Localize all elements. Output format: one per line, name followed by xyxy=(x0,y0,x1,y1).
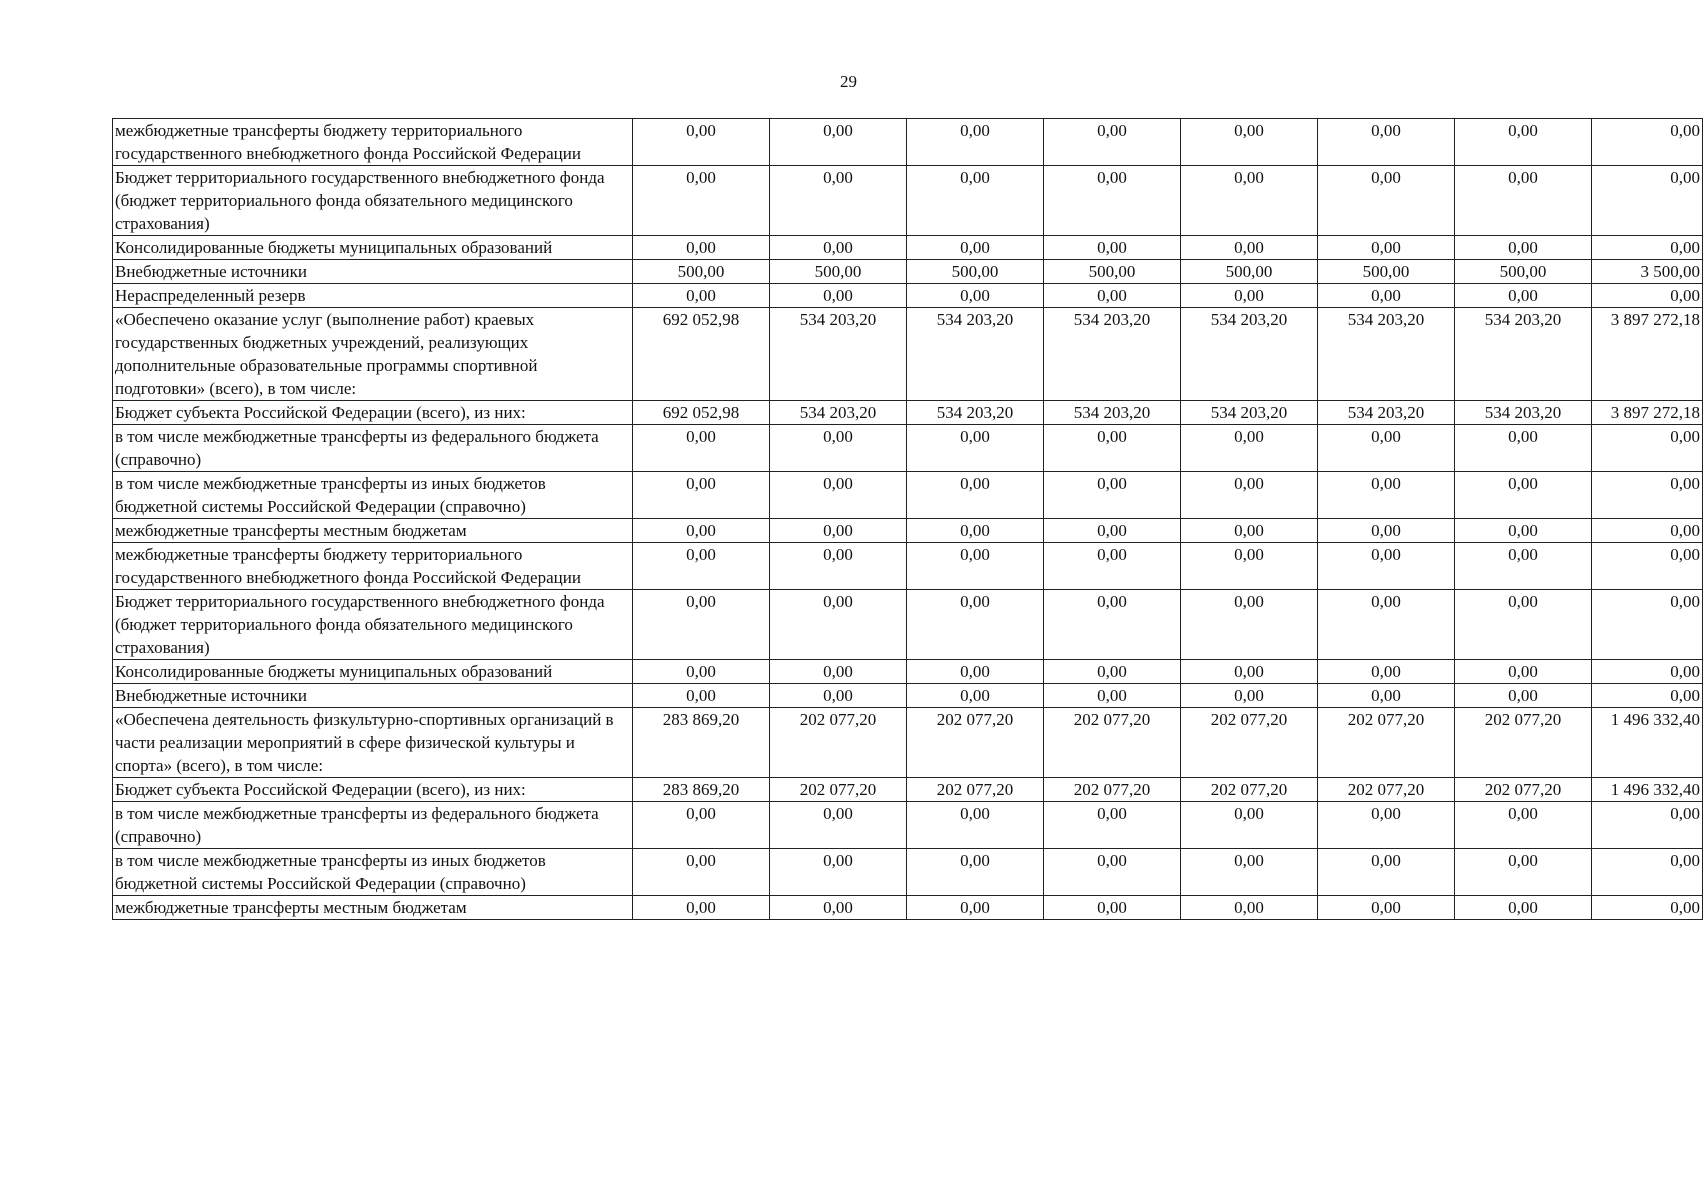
total-cell: 0,00 xyxy=(1592,590,1703,660)
table-row xyxy=(113,166,1703,236)
table-row xyxy=(113,236,1703,260)
table-row xyxy=(113,849,1703,896)
table-row xyxy=(113,684,1703,708)
value-cell: 0,00 xyxy=(1181,896,1318,920)
total-cell: 0,00 xyxy=(1592,119,1703,166)
value-cell: 0,00 xyxy=(1318,849,1455,896)
value-cell: 0,00 xyxy=(1181,660,1318,684)
value-cell: 0,00 xyxy=(1318,896,1455,920)
value-cell: 0,00 xyxy=(1044,660,1181,684)
value-cell: 0,00 xyxy=(907,543,1044,590)
value-cell: 283 869,20 xyxy=(633,708,770,778)
value-cell: 0,00 xyxy=(770,519,907,543)
value-cell: 0,00 xyxy=(1044,590,1181,660)
value-cell: 0,00 xyxy=(1318,519,1455,543)
value-cell: 0,00 xyxy=(907,284,1044,308)
value-cell: 534 203,20 xyxy=(907,401,1044,425)
value-cell: 0,00 xyxy=(1318,236,1455,260)
value-cell: 0,00 xyxy=(1181,849,1318,896)
value-cell: 0,00 xyxy=(1318,590,1455,660)
total-cell: 0,00 xyxy=(1592,543,1703,590)
value-cell: 0,00 xyxy=(907,425,1044,472)
value-cell: 0,00 xyxy=(1044,236,1181,260)
value-cell: 0,00 xyxy=(1455,849,1592,896)
row-label: Внебюджетные источники xyxy=(113,260,633,284)
row-label: в том числе межбюджетные трансферты из иных бюджетов бюджетной системы Российской Федерации (справочно) xyxy=(113,472,633,519)
value-cell: 202 077,20 xyxy=(907,708,1044,778)
budget-table xyxy=(112,118,1703,920)
value-cell: 0,00 xyxy=(1181,425,1318,472)
value-cell: 283 869,20 xyxy=(633,778,770,802)
value-cell: 0,00 xyxy=(907,119,1044,166)
value-cell: 534 203,20 xyxy=(1318,308,1455,401)
total-cell: 0,00 xyxy=(1592,519,1703,543)
value-cell: 0,00 xyxy=(1318,284,1455,308)
table-row xyxy=(113,802,1703,849)
value-cell: 534 203,20 xyxy=(1044,308,1181,401)
value-cell: 0,00 xyxy=(1455,166,1592,236)
row-label: Бюджет субъекта Российской Федерации (всего), из них: xyxy=(113,778,633,802)
value-cell: 0,00 xyxy=(1181,166,1318,236)
value-cell: 202 077,20 xyxy=(1044,778,1181,802)
row-label: Консолидированные бюджеты муниципальных образований xyxy=(113,236,633,260)
row-label: межбюджетные трансферты местным бюджетам xyxy=(113,519,633,543)
value-cell: 0,00 xyxy=(770,802,907,849)
value-cell: 0,00 xyxy=(633,519,770,543)
value-cell: 500,00 xyxy=(907,260,1044,284)
value-cell: 500,00 xyxy=(1181,260,1318,284)
value-cell: 0,00 xyxy=(633,849,770,896)
value-cell: 202 077,20 xyxy=(1318,778,1455,802)
value-cell: 534 203,20 xyxy=(1455,401,1592,425)
total-cell: 0,00 xyxy=(1592,166,1703,236)
value-cell: 202 077,20 xyxy=(1181,708,1318,778)
value-cell: 0,00 xyxy=(1455,802,1592,849)
value-cell: 0,00 xyxy=(907,660,1044,684)
value-cell: 202 077,20 xyxy=(1318,708,1455,778)
value-cell: 0,00 xyxy=(1181,236,1318,260)
value-cell: 202 077,20 xyxy=(1455,778,1592,802)
value-cell: 0,00 xyxy=(1455,236,1592,260)
value-cell: 0,00 xyxy=(1181,802,1318,849)
value-cell: 0,00 xyxy=(1181,543,1318,590)
row-label: межбюджетные трансферты бюджету территориального государственного внебюджетного фонда Российской Федерации xyxy=(113,543,633,590)
value-cell: 0,00 xyxy=(1181,119,1318,166)
value-cell: 202 077,20 xyxy=(770,778,907,802)
value-cell: 0,00 xyxy=(1318,425,1455,472)
table-row xyxy=(113,119,1703,166)
value-cell: 0,00 xyxy=(633,425,770,472)
value-cell: 692 052,98 xyxy=(633,308,770,401)
value-cell: 0,00 xyxy=(1044,119,1181,166)
total-cell: 0,00 xyxy=(1592,472,1703,519)
row-label: Нераспределенный резерв xyxy=(113,284,633,308)
value-cell: 0,00 xyxy=(1455,472,1592,519)
value-cell: 0,00 xyxy=(1044,166,1181,236)
value-cell: 0,00 xyxy=(770,543,907,590)
total-cell: 0,00 xyxy=(1592,284,1703,308)
value-cell: 0,00 xyxy=(907,684,1044,708)
total-cell: 0,00 xyxy=(1592,236,1703,260)
table-row xyxy=(113,543,1703,590)
value-cell: 0,00 xyxy=(1181,519,1318,543)
value-cell: 0,00 xyxy=(633,802,770,849)
value-cell: 0,00 xyxy=(770,284,907,308)
budget-table-body xyxy=(113,119,1703,920)
table-row xyxy=(113,284,1703,308)
value-cell: 0,00 xyxy=(1044,425,1181,472)
value-cell: 534 203,20 xyxy=(1044,401,1181,425)
value-cell: 0,00 xyxy=(907,896,1044,920)
value-cell: 0,00 xyxy=(1455,543,1592,590)
value-cell: 0,00 xyxy=(1455,896,1592,920)
value-cell: 500,00 xyxy=(770,260,907,284)
total-cell: 0,00 xyxy=(1592,896,1703,920)
table-row xyxy=(113,590,1703,660)
value-cell: 0,00 xyxy=(1044,684,1181,708)
value-cell: 534 203,20 xyxy=(1181,308,1318,401)
row-label: межбюджетные трансферты местным бюджетам xyxy=(113,896,633,920)
value-cell: 0,00 xyxy=(1455,660,1592,684)
value-cell: 0,00 xyxy=(1455,590,1592,660)
total-cell: 3 897 272,18 xyxy=(1592,401,1703,425)
value-cell: 0,00 xyxy=(1455,519,1592,543)
total-cell: 0,00 xyxy=(1592,660,1703,684)
table-row xyxy=(113,896,1703,920)
value-cell: 202 077,20 xyxy=(1181,778,1318,802)
value-cell: 0,00 xyxy=(633,236,770,260)
value-cell: 0,00 xyxy=(770,590,907,660)
table-row xyxy=(113,708,1703,778)
value-cell: 0,00 xyxy=(633,472,770,519)
table-row xyxy=(113,308,1703,401)
value-cell: 0,00 xyxy=(770,849,907,896)
value-cell: 500,00 xyxy=(633,260,770,284)
value-cell: 0,00 xyxy=(770,660,907,684)
row-label: в том числе межбюджетные трансферты из федерального бюджета (справочно) xyxy=(113,425,633,472)
value-cell: 0,00 xyxy=(1044,802,1181,849)
page-number: 29 xyxy=(840,72,857,91)
value-cell: 202 077,20 xyxy=(770,708,907,778)
value-cell: 0,00 xyxy=(1181,590,1318,660)
value-cell: 0,00 xyxy=(770,119,907,166)
value-cell: 0,00 xyxy=(1455,119,1592,166)
total-cell: 3 500,00 xyxy=(1592,260,1703,284)
value-cell: 500,00 xyxy=(1044,260,1181,284)
table-row xyxy=(113,425,1703,472)
total-cell: 0,00 xyxy=(1592,802,1703,849)
value-cell: 0,00 xyxy=(907,590,1044,660)
row-label: Бюджет территориального государственного внебюджетного фонда (бюджет территориального фонда обязательного медицинского страхования) xyxy=(113,166,633,236)
table-row xyxy=(113,401,1703,425)
value-cell: 534 203,20 xyxy=(1455,308,1592,401)
total-cell: 3 897 272,18 xyxy=(1592,308,1703,401)
value-cell: 0,00 xyxy=(1318,472,1455,519)
table-row xyxy=(113,260,1703,284)
value-cell: 534 203,20 xyxy=(770,401,907,425)
value-cell: 0,00 xyxy=(907,236,1044,260)
value-cell: 0,00 xyxy=(1455,284,1592,308)
value-cell: 0,00 xyxy=(1318,543,1455,590)
value-cell: 0,00 xyxy=(1318,802,1455,849)
row-label: Внебюджетные источники xyxy=(113,684,633,708)
value-cell: 0,00 xyxy=(770,896,907,920)
value-cell: 0,00 xyxy=(907,519,1044,543)
value-cell: 692 052,98 xyxy=(633,401,770,425)
value-cell: 0,00 xyxy=(1181,684,1318,708)
value-cell: 534 203,20 xyxy=(770,308,907,401)
total-cell: 0,00 xyxy=(1592,425,1703,472)
value-cell: 0,00 xyxy=(1044,896,1181,920)
total-cell: 1 496 332,40 xyxy=(1592,778,1703,802)
value-cell: 0,00 xyxy=(770,425,907,472)
value-cell: 0,00 xyxy=(633,166,770,236)
value-cell: 0,00 xyxy=(1044,543,1181,590)
value-cell: 0,00 xyxy=(633,896,770,920)
row-label: «Обеспечено оказание услуг (выполнение работ) краевых государственных бюджетных учреждений, реализующих дополнительные образовательные программы спортивной подготовки» (всего), в том числе: xyxy=(113,308,633,401)
table-row xyxy=(113,778,1703,802)
value-cell: 500,00 xyxy=(1318,260,1455,284)
value-cell: 0,00 xyxy=(1318,166,1455,236)
row-label: Бюджет территориального государственного внебюджетного фонда (бюджет территориального фонда обязательного медицинского страхования) xyxy=(113,590,633,660)
value-cell: 0,00 xyxy=(770,684,907,708)
value-cell: 0,00 xyxy=(907,166,1044,236)
value-cell: 0,00 xyxy=(1181,472,1318,519)
value-cell: 202 077,20 xyxy=(1044,708,1181,778)
value-cell: 0,00 xyxy=(633,119,770,166)
value-cell: 534 203,20 xyxy=(1318,401,1455,425)
value-cell: 500,00 xyxy=(1455,260,1592,284)
row-label: в том числе межбюджетные трансферты из иных бюджетов бюджетной системы Российской Федерации (справочно) xyxy=(113,849,633,896)
value-cell: 202 077,20 xyxy=(907,778,1044,802)
row-label: «Обеспечена деятельность физкультурно-спортивных организаций в части реализации мероприятий в сфере физической культуры и спорта» (всего), в том числе: xyxy=(113,708,633,778)
value-cell: 0,00 xyxy=(907,802,1044,849)
value-cell: 0,00 xyxy=(633,543,770,590)
value-cell: 0,00 xyxy=(633,590,770,660)
value-cell: 0,00 xyxy=(633,660,770,684)
value-cell: 0,00 xyxy=(1318,119,1455,166)
total-cell: 0,00 xyxy=(1592,849,1703,896)
value-cell: 0,00 xyxy=(770,166,907,236)
value-cell: 534 203,20 xyxy=(907,308,1044,401)
value-cell: 0,00 xyxy=(1044,472,1181,519)
value-cell: 0,00 xyxy=(1181,284,1318,308)
value-cell: 0,00 xyxy=(1044,284,1181,308)
value-cell: 0,00 xyxy=(1318,684,1455,708)
value-cell: 202 077,20 xyxy=(1455,708,1592,778)
table-row xyxy=(113,660,1703,684)
value-cell: 0,00 xyxy=(770,472,907,519)
value-cell: 0,00 xyxy=(633,684,770,708)
value-cell: 0,00 xyxy=(907,849,1044,896)
row-label: Консолидированные бюджеты муниципальных образований xyxy=(113,660,633,684)
value-cell: 534 203,20 xyxy=(1181,401,1318,425)
value-cell: 0,00 xyxy=(1455,425,1592,472)
total-cell: 0,00 xyxy=(1592,684,1703,708)
row-label: в том числе межбюджетные трансферты из федерального бюджета (справочно) xyxy=(113,802,633,849)
value-cell: 0,00 xyxy=(1044,519,1181,543)
value-cell: 0,00 xyxy=(633,284,770,308)
value-cell: 0,00 xyxy=(770,236,907,260)
total-cell: 1 496 332,40 xyxy=(1592,708,1703,778)
value-cell: 0,00 xyxy=(1044,849,1181,896)
table-row xyxy=(113,472,1703,519)
table-row xyxy=(113,519,1703,543)
value-cell: 0,00 xyxy=(907,472,1044,519)
row-label: Бюджет субъекта Российской Федерации (всего), из них: xyxy=(113,401,633,425)
value-cell: 0,00 xyxy=(1455,684,1592,708)
value-cell: 0,00 xyxy=(1318,660,1455,684)
row-label: межбюджетные трансферты бюджету территориального государственного внебюджетного фонда Российской Федерации xyxy=(113,119,633,166)
